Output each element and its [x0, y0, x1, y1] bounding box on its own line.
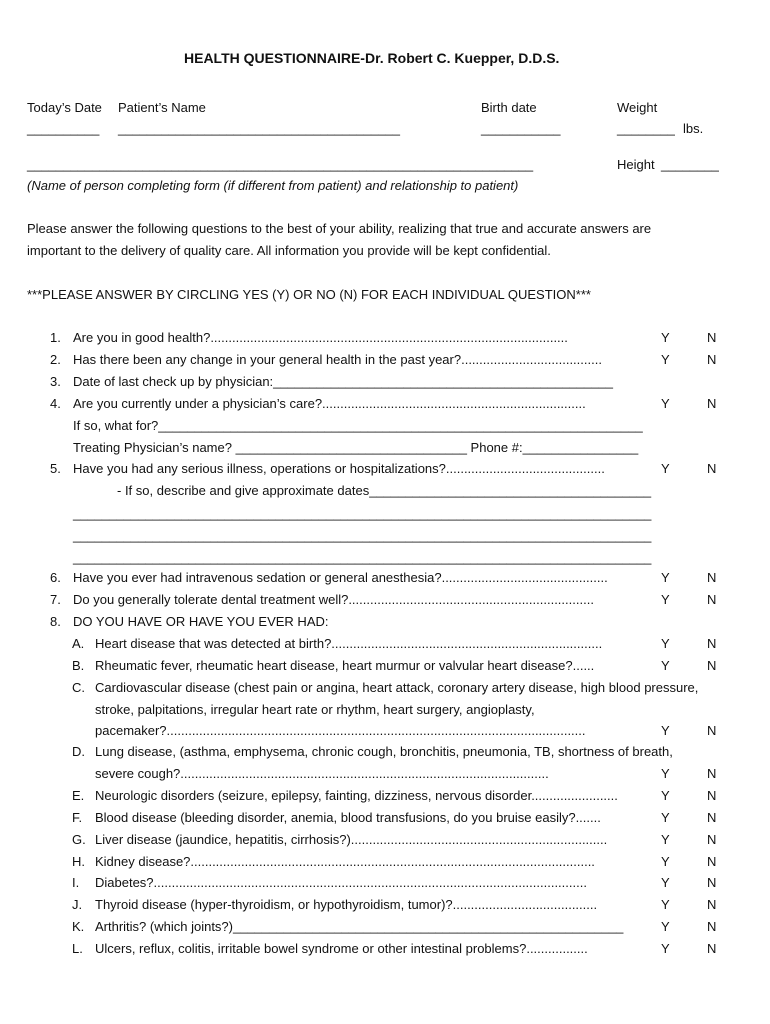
question-8g: [0, 832, 770, 854]
instructions-line-2: important to the delivery of quality care. All information you provide will be kept confidential.: [27, 243, 551, 258]
question-number: 5.: [50, 461, 61, 476]
yes-option[interactable]: Y: [661, 658, 670, 673]
question-8e: [0, 788, 770, 810]
yes-option[interactable]: Y: [661, 636, 670, 651]
no-option[interactable]: N: [707, 941, 717, 956]
no-option[interactable]: N: [707, 396, 717, 411]
care-reason-field[interactable]: If so, what for?___________________________________________________________________: [73, 418, 643, 433]
question-text: Blood disease (bleeding disorder, anemia, blood transfusions, do you bruise easily?.......: [95, 810, 601, 825]
no-option[interactable]: N: [707, 352, 717, 367]
instructions-line-1: Please answer the following questions to the best of your ability, realizing that true and accurate answers are: [27, 221, 652, 236]
question-8: [0, 614, 770, 636]
question-4-reason: [0, 418, 770, 440]
question-6: [0, 570, 770, 592]
question-8f: [0, 810, 770, 832]
question-text: Rheumatic fever, rheumatic heart disease, heart murmur or valvular heart disease?......: [95, 658, 595, 673]
question-text: Kidney disease?................................................................................................................: [95, 854, 595, 869]
illness-description-field[interactable]: - If so, describe and give approximate dates_______________________________________: [117, 483, 652, 498]
question-8c: [0, 680, 770, 702]
page-title: HEALTH QUESTIONNAIRE-Dr. Robert C. Kuepper, D.D.S.: [184, 50, 560, 66]
question-8h: [0, 854, 770, 876]
question-8c-line-3: [0, 723, 770, 745]
yes-option[interactable]: Y: [661, 854, 670, 869]
question-letter: D.: [72, 744, 85, 759]
patient-name-field[interactable]: _______________________________________: [118, 121, 400, 136]
joints-field[interactable]: Arthritis? (which joints?)______________________________________________________: [95, 919, 624, 934]
question-text: Heart disease that was detected at birth?...........................................................................: [95, 636, 603, 651]
todays-date-field[interactable]: __________: [27, 121, 100, 136]
yes-option[interactable]: Y: [661, 788, 670, 803]
no-option[interactable]: N: [707, 832, 717, 847]
question-letter: H.: [72, 854, 85, 869]
question-text: Are you in good health?...................................................................................................: [73, 330, 568, 345]
question-letter: B.: [72, 658, 85, 673]
question-text: Have you ever had intravenous sedation or general anesthesia?..............................................: [73, 570, 608, 585]
question-number: 6.: [50, 570, 61, 585]
question-8k: [0, 919, 770, 941]
question-text: Do you generally tolerate dental treatment well?....................................................................: [73, 592, 594, 607]
height-field[interactable]: ________: [661, 157, 719, 172]
question-text: Diabetes?........................................................................................................................: [95, 875, 587, 890]
no-option[interactable]: N: [707, 854, 717, 869]
yes-option[interactable]: Y: [661, 897, 670, 912]
question-letter: F.: [72, 810, 83, 825]
question-text: Neurologic disorders (seizure, epilepsy, fainting, dizziness, nervous disorder........................: [95, 788, 618, 803]
question-8l: [0, 941, 770, 963]
question-letter: I.: [72, 875, 80, 890]
weight-unit: lbs.: [683, 121, 704, 136]
question-text: Have you had any serious illness, operations or hospitalizations?............................................: [73, 461, 605, 476]
question-4-physician: [0, 440, 770, 462]
yes-option[interactable]: Y: [661, 941, 670, 956]
illness-blank-field[interactable]: ________________________________________________________________________________: [73, 528, 652, 543]
question-number: 1.: [50, 330, 61, 345]
birth-date-label: Birth date: [481, 100, 537, 115]
question-2: [0, 352, 770, 374]
question-text: pacemaker?....................................................................................................................: [95, 723, 586, 738]
question-letter: K.: [72, 919, 85, 934]
illness-blank-line: [0, 550, 770, 572]
no-option[interactable]: N: [707, 592, 717, 607]
no-option[interactable]: N: [707, 570, 717, 585]
yes-option[interactable]: Y: [661, 810, 670, 825]
yes-option[interactable]: Y: [661, 832, 670, 847]
no-option[interactable]: N: [707, 658, 717, 673]
question-text: severe cough?......................................................................................................: [95, 766, 549, 781]
question-8a: [0, 636, 770, 658]
question-number: 4.: [50, 396, 61, 411]
no-option[interactable]: N: [707, 788, 717, 803]
yes-option[interactable]: Y: [661, 592, 670, 607]
question-letter: J.: [72, 897, 83, 912]
no-option[interactable]: N: [707, 875, 717, 890]
question-4: [0, 396, 770, 418]
no-option[interactable]: N: [707, 897, 717, 912]
question-letter: E.: [72, 788, 85, 803]
illness-blank-line: [0, 528, 770, 550]
question-7: [0, 592, 770, 614]
yes-option[interactable]: Y: [661, 396, 670, 411]
question-text: Are you currently under a physician’s care?.........................................................................: [73, 396, 586, 411]
question-text: Lung disease, (asthma, emphysema, chronic cough, bronchitis, pneumonia, TB, shortness of breath,: [95, 744, 673, 759]
question-text: Liver disease (jaundice, hepatitis, cirrhosis?).......................................................................: [95, 832, 608, 847]
weight-field[interactable]: ________: [617, 121, 675, 136]
question-number: 2.: [50, 352, 61, 367]
no-option[interactable]: N: [707, 919, 717, 934]
question-8d: [0, 744, 770, 766]
question-letter: G.: [72, 832, 86, 847]
question-text: stroke, palpitations, irregular heart rate or rhythm, heart surgery, angioplasty,: [95, 702, 535, 717]
question-letter: C.: [72, 680, 85, 695]
no-option[interactable]: N: [707, 330, 717, 345]
question-1: [0, 330, 770, 352]
question-8c-line-2: [0, 702, 770, 724]
birth-date-field[interactable]: ___________: [481, 121, 561, 136]
physician-name-phone-field[interactable]: Treating Physician’s name? ________________________________ Phone #:________________: [73, 440, 639, 455]
no-option[interactable]: N: [707, 636, 717, 651]
section-heading: DO YOU HAVE OR HAVE YOU EVER HAD:: [73, 614, 329, 629]
question-number: 8.: [50, 614, 61, 629]
height-label: Height: [617, 157, 655, 172]
question-letter: L.: [72, 941, 83, 956]
yes-option[interactable]: Y: [661, 570, 670, 585]
question-number: 3.: [50, 374, 61, 389]
circling-instruction: ***PLEASE ANSWER BY CIRCLING YES (Y) OR NO (N) FOR EACH INDIVIDUAL QUESTION***: [27, 287, 591, 302]
question-5-describe: [0, 483, 770, 505]
yes-option[interactable]: Y: [661, 875, 670, 890]
illness-blank-field[interactable]: ________________________________________________________________________________: [73, 550, 652, 565]
weight-label: Weight: [617, 100, 658, 115]
yes-option[interactable]: Y: [661, 461, 670, 476]
person-completing-field[interactable]: ______________________________________________________________________: [27, 157, 534, 172]
patient-name-label: Patient’s Name: [118, 100, 206, 115]
question-text: Thyroid disease (hyper-thyroidism, or hypothyroidism, tumor)?........................................: [95, 897, 598, 912]
yes-option[interactable]: Y: [661, 919, 670, 934]
illness-blank-field[interactable]: ________________________________________________________________________________: [73, 506, 652, 521]
question-text: Has there been any change in your general health in the past year?.......................................: [73, 352, 602, 367]
question-8b: [0, 658, 770, 680]
illness-blank-line: [0, 506, 770, 528]
last-checkup-field[interactable]: Date of last check up by physician:_______________________________________________: [73, 374, 613, 389]
person-completing-note: (Name of person completing form (if different from patient) and relationship to patient): [27, 178, 519, 193]
no-option[interactable]: N: [707, 461, 717, 476]
yes-option[interactable]: Y: [661, 766, 670, 781]
no-option[interactable]: N: [707, 810, 717, 825]
question-8d-line-2: [0, 766, 770, 788]
question-letter: A.: [72, 636, 85, 651]
no-option[interactable]: N: [707, 766, 717, 781]
question-8j: [0, 897, 770, 919]
todays-date-label: Today’s Date: [27, 100, 102, 115]
question-5: [0, 461, 770, 483]
question-8i: [0, 875, 770, 897]
yes-option[interactable]: Y: [661, 723, 670, 738]
yes-option[interactable]: Y: [661, 352, 670, 367]
no-option[interactable]: N: [707, 723, 717, 738]
question-text: Cardiovascular disease (chest pain or angina, heart attack, coronary artery disease, high blood pressure,: [95, 680, 699, 695]
question-3: [0, 374, 770, 396]
question-text: Ulcers, reflux, colitis, irritable bowel syndrome or other intestinal problems?.................: [95, 941, 588, 956]
question-number: 7.: [50, 592, 61, 607]
yes-option[interactable]: Y: [661, 330, 670, 345]
